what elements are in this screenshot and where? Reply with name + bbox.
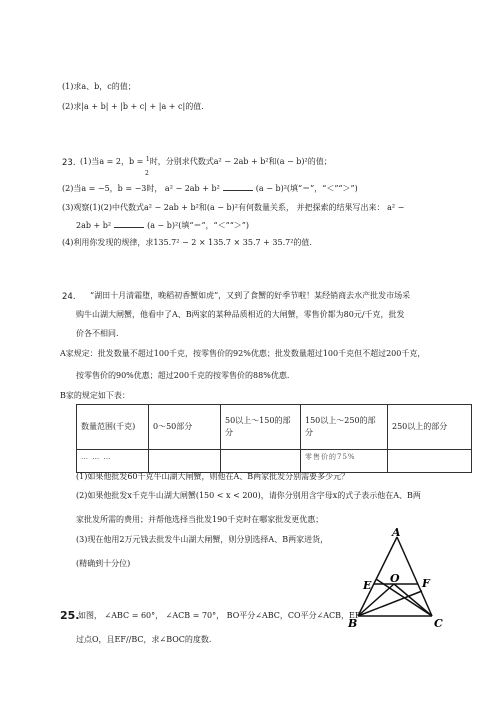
prev-question-item-1: (1)求a、b，c的值； [62,82,136,91]
q23-line2b: (a − b)²(填“＝”，“＜”“＞”) [255,184,358,193]
b-price-table [76,404,472,473]
q23-line2 [62,184,358,194]
q24-b-rule-intro: B家的规定如下表： [60,391,130,400]
table-header-cell: 0～50部分 [149,405,221,450]
q24-sub-3b: (精确到十分位) [76,559,131,568]
label-a: A [392,526,401,539]
q23-line3c: (a − b)²(填“＝”，“＜”“＞”) [147,221,250,230]
q23-line3: (3)观察(1)(2)中代数式a² − 2ab + b²和(a − b)²有何数量关系， 并把探索的结果写出来： a² − [62,203,405,212]
q23-blank-1[interactable] [223,190,253,191]
q23-number: 23. [62,158,76,168]
table-header-cell: 150以上～250的部分 [301,405,388,450]
table-header-cell: 50以上～150的部分 [221,405,301,450]
q24-a-rule-2: 按零售价的90%优惠；超过200千克的按零售价的88%优惠. [76,371,290,380]
q25-line-2: 过点O，且EF//BC，求∠BOC的度数. [76,635,212,644]
q23-line4: (4)利用你发现的规律，求135.7² − 2 × 135.7 × 35.7 + 35.7²的值. [62,238,312,247]
q23-line3b: 2ab + b² [76,221,112,230]
q24-para-3: 价各不相同. [76,329,119,338]
label-e: E [363,579,372,592]
q23-line1b: 时，分别求代数式a² − 2ab + b²和(a − b)²的值； [149,157,332,166]
q25-line-1: 如图， ∠ABC = 60°， ∠ACB = 70°， BO平分∠ABC，CO平分∠ACB，EF [78,611,361,620]
table-cell [149,450,221,473]
table-cell: 零售价的75% [301,450,388,473]
q24-sub-2a: (2)如果他批发x千克牛山湖大闸蟹(150 < x < 200)，请你分别用含字母x的式子表示他在A、B两 [76,491,421,500]
q24-sub-3a: (3)现在他用2万元钱去批发牛山湖大闸蟹，则分别选择A、B两家进货， [76,535,329,544]
q24-para-1: “湖田十月清霜堕，晚稻初香蟹如虎”，又到了食蟹的好季节啦！某经销商去水产批发市场采 [90,291,411,300]
triangle-figure [340,525,452,630]
q24-para-2: 购牛山湖大闸蟹，他看中了A、B两家的某种品质相近的大闸蟹，零售价都为80元/千克，批发 [76,310,405,319]
q25-number: 25. [60,609,80,622]
q24-a-rule-1: A家规定：批发数量不超过100千克，按零售价的92%优惠；批发数量超过100千克但不超过200千克， [60,349,426,358]
label-c: C [434,617,443,630]
table-header-cell: 数量范围(千克) [77,405,149,450]
q23-frac-num: 1 [145,156,150,163]
q23-frac-den: 2 [145,170,149,177]
table-cell: … … … [77,450,149,473]
prev-question-item-2: (2)求|a + b| + |b + c| + |a + c|的值. [62,102,204,111]
label-o: O [390,572,400,585]
table-header-cell: 250以上的部分 [388,405,472,450]
q23-line1 [80,157,332,167]
table-cell [388,450,472,473]
q23-line3-cont [76,221,249,231]
table-row [77,450,472,473]
q24-number: 24. [62,292,76,302]
q24-sub-1: (1)如果他批发60千克牛山湖大闸蟹，则他在A、B两家批发分别需要多少元？ [76,472,350,481]
q23-line2a: (2)当a = −5，b = −3时， a² − 2ab + b² [62,184,220,193]
table-header-row [77,405,472,450]
label-f: F [422,577,430,590]
table-cell [221,450,301,473]
q23-line1-text: (1)当a = 2，b = [80,157,146,166]
label-b: B [348,617,358,630]
q24-sub-2b: 家批发所需的费用；并帮他选择当批发190千克时在哪家批发更优惠； [76,515,324,524]
q23-blank-2[interactable] [114,227,144,228]
